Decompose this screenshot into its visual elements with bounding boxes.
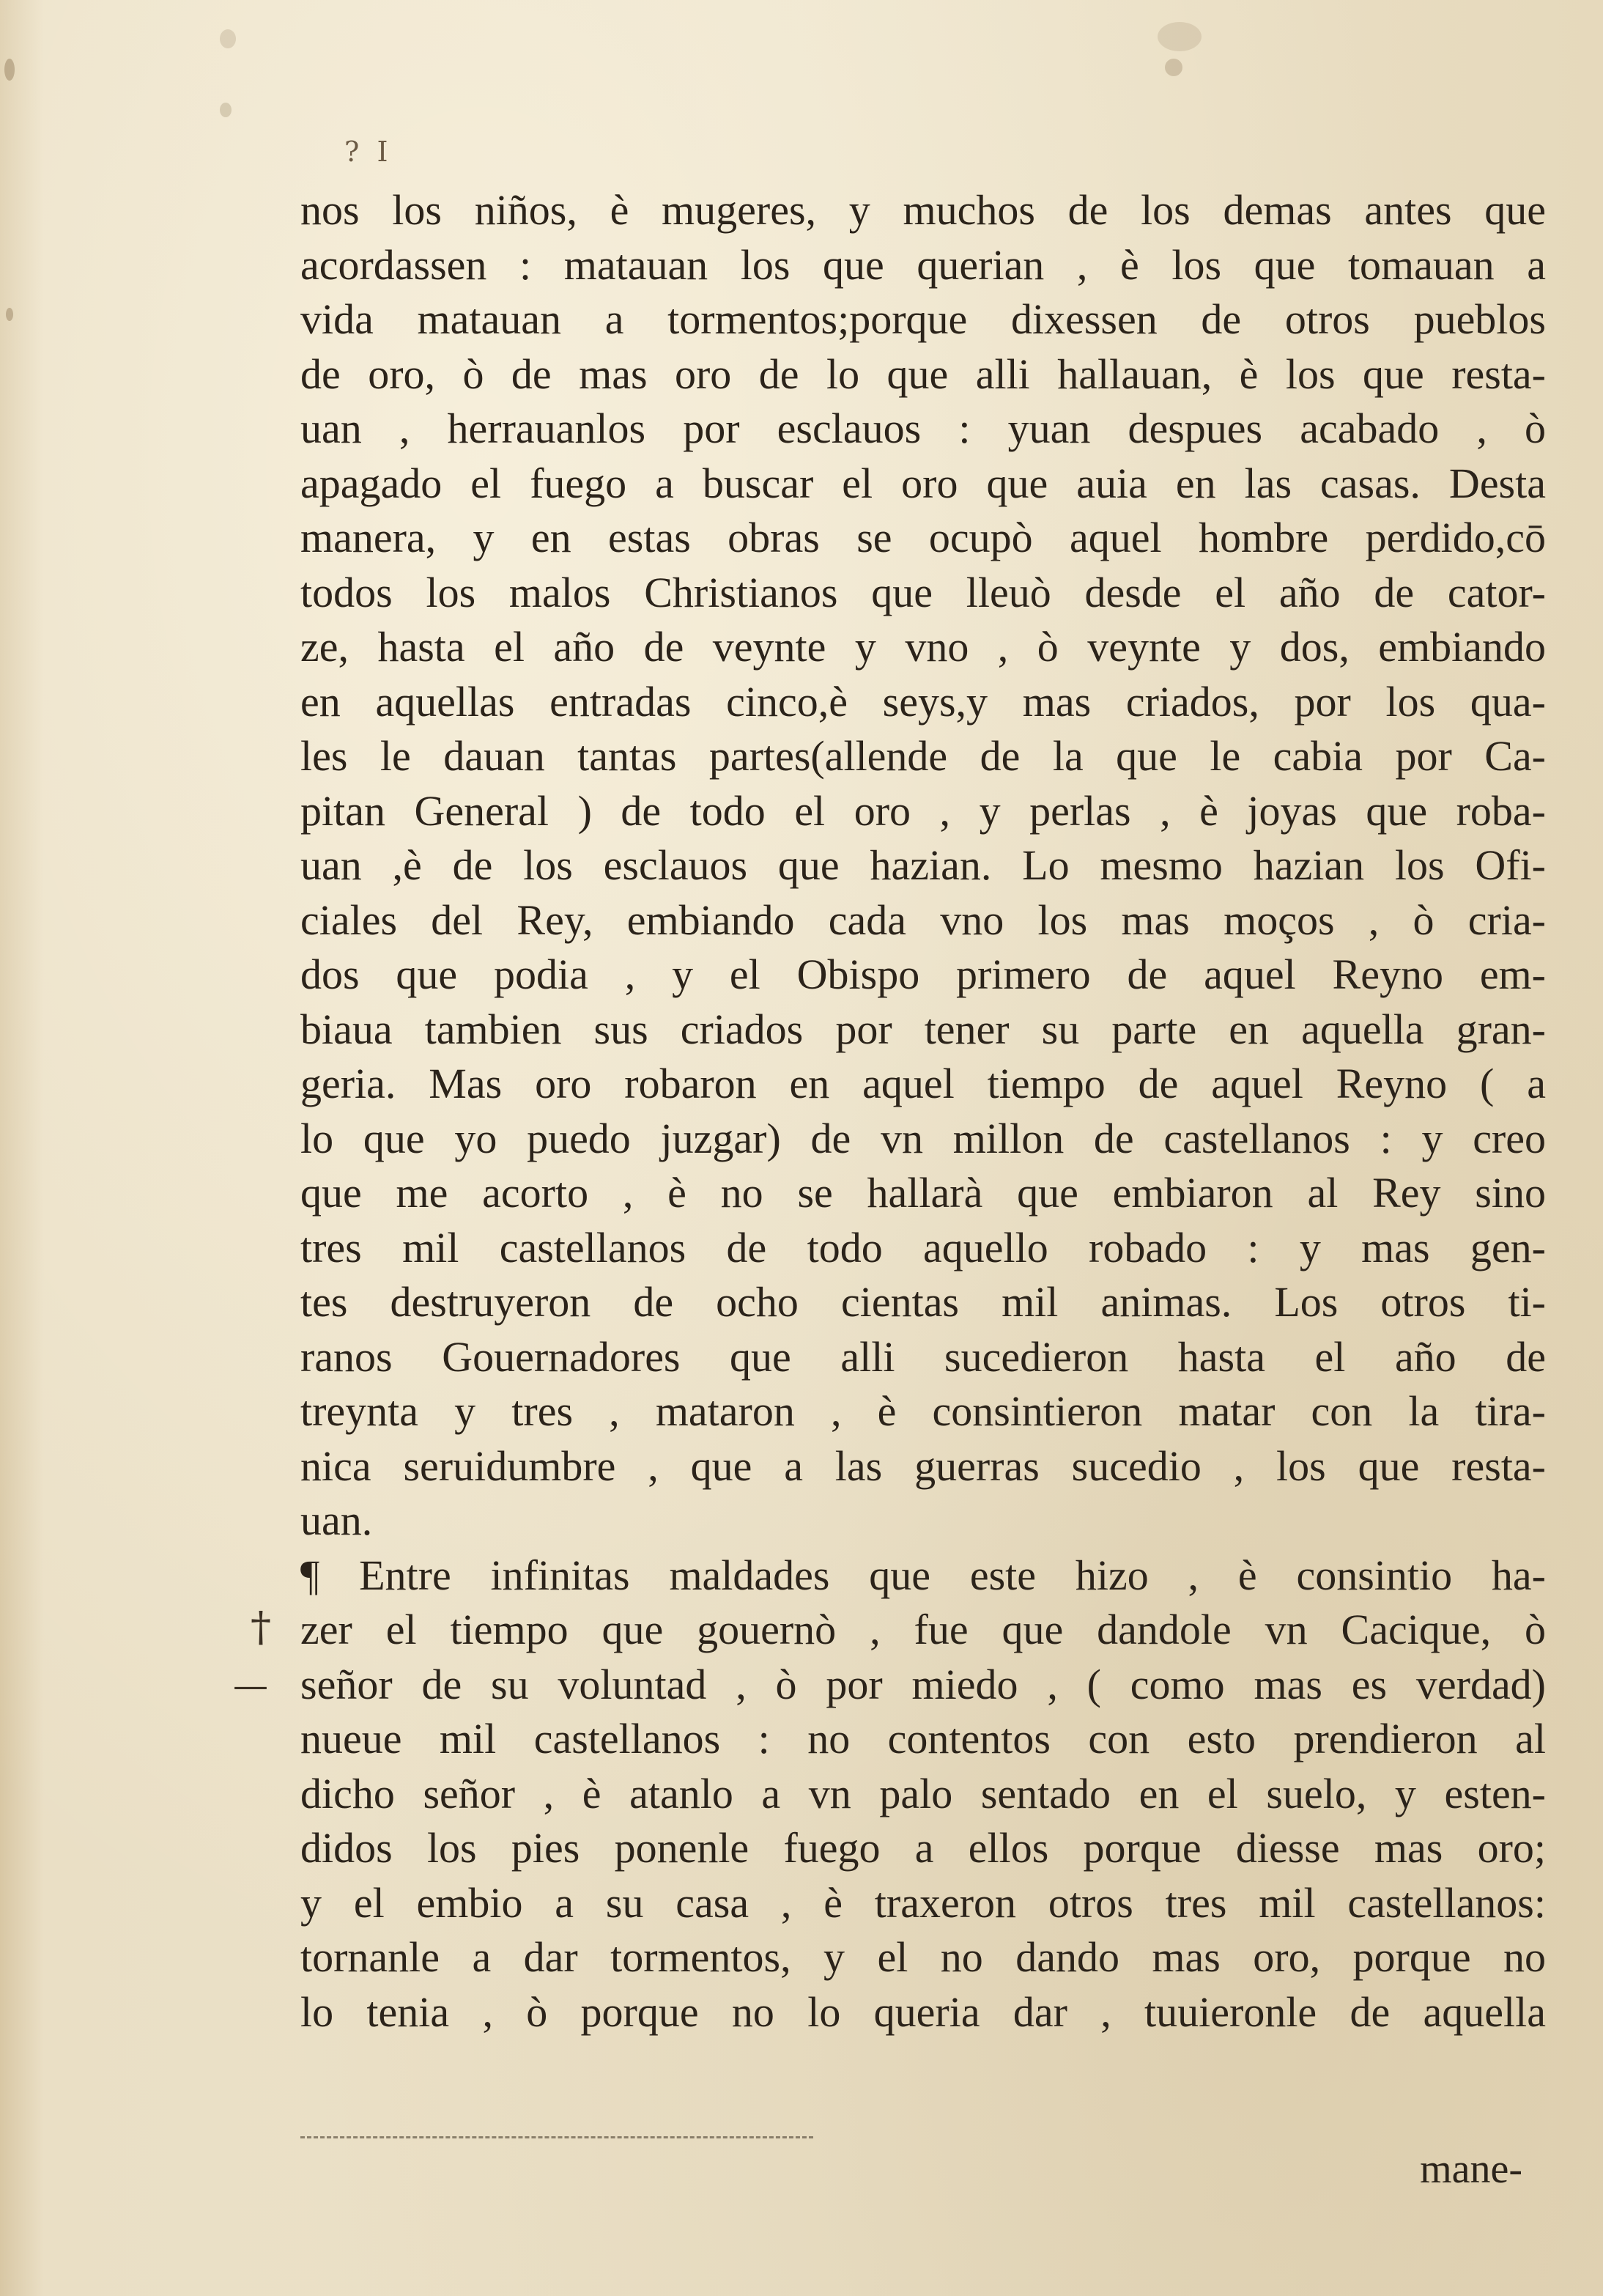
page-stain [220,103,232,117]
text-line: biaua tambien sus criados por tener su parte en aquella gran- [300,1005,1546,1053]
text-line: pitan General ) de todo el oro , y perlas , è joyas que roba- [300,786,1546,835]
text-line: tornanle a dar tormentos, y el no dando mas oro, porque no [300,1933,1546,1981]
text-line: ranos Gouernadores que alli sucedieron hasta el año de [300,1332,1546,1381]
text-line: dicho señor , è atanlo a vn palo sentado en el suelo, y esten- [300,1769,1546,1817]
text-line: tres mil castellanos de todo aquello robado : y mas gen- [300,1223,1546,1271]
dash-marginal-mark: — [233,1665,268,1706]
text-line: nica seruidumbre , que a las guerras sucedio , los que resta- [300,1442,1546,1490]
page-stain [220,29,236,48]
text-line: les le dauan tantas partes(allende de la que le cabia por Ca- [300,732,1546,780]
text-line: tes destruyeron de ocho cientas mil animas. Los otros ti- [300,1278,1546,1326]
text-line: uan , herrauanlos por esclauos : yuan despues acabado , ò [300,405,1546,452]
text-line: didos los pies ponenle fuego a ellos porque diesse mas oro; [300,1824,1546,1872]
text-line: en aquellas entradas cinco,è seys,y mas criados, por los qua- [300,677,1546,726]
catchword: mane- [1420,2146,1522,2192]
text-line: acordassen : matauan los que querian , è los que tomauan a [300,240,1546,289]
page-stain [1158,22,1202,51]
text-line: nos los niños, è mugeres, y muchos de los demas antes que [300,186,1546,234]
text-line: que me acorto , è no se hallarà que embiaron al Rey sino [300,1169,1546,1217]
text-line: treynta y tres , mataron , è consintieron matar con la tira- [300,1387,1546,1435]
text-line: señor de su voluntad , ò por miedo , ( como mas es verdad) [300,1660,1546,1708]
dagger-marginal-mark: † [251,1603,271,1651]
text-line: ciales del Rey, embiando cada vno los mas moços , ò cria- [300,896,1546,944]
text-line: dos que podia , y el Obispo primero de aquel Reyno em- [300,950,1546,998]
text-line: ze, hasta el año de veynte y vno , ò veynte y dos, embiando [300,623,1546,671]
bottom-rule [300,2136,813,2138]
body-text [300,183,1546,2040]
text-line: y el embio a su casa , è traxeron otros tres mil castellanos: [300,1878,1546,1927]
text-line: lo que yo puedo juzgar) de vn millon de castellanos : y creo [300,1114,1546,1162]
text-line: geria. Mas oro robaron en aquel tiempo de aquel Reyno ( a [300,1060,1546,1107]
text-line: uan. [300,1496,373,1544]
text-line: todos los malos Christianos que lleuò desde el año de cator- [300,568,1546,616]
text-line: apagado el fuego a buscar el oro que auia en las casas. Desta [300,459,1546,507]
page-stain [4,59,15,81]
text-line: de oro, ò de mas oro de lo que alli hallauan, è los que resta- [300,350,1546,398]
text-line: manera, y en estas obras se ocupò aquel hombre perdido,cō [300,514,1546,561]
text-line: ¶ Entre infinitas maldades que este hizo , è consintio ha- [300,1551,1546,1599]
text-line: zer el tiempo que gouernò , fue que dandole vn Cacique, ò [300,1606,1546,1653]
text-line: uan ,è de los esclauos que hazian. Lo mesmo hazian los Ofi- [300,841,1546,889]
folio-number: ? I [344,136,393,168]
text-line: nueue mil castellanos : no contentos con esto prendieron al [300,1715,1546,1762]
text-line: vida matauan a tormentos;porque dixessen de otros pueblos [300,295,1546,343]
text-line: lo tenia , ò porque no lo queria dar , tuuieronle de aquella [300,1987,1546,2036]
page-stain [6,308,13,321]
page-stain [1165,59,1182,76]
